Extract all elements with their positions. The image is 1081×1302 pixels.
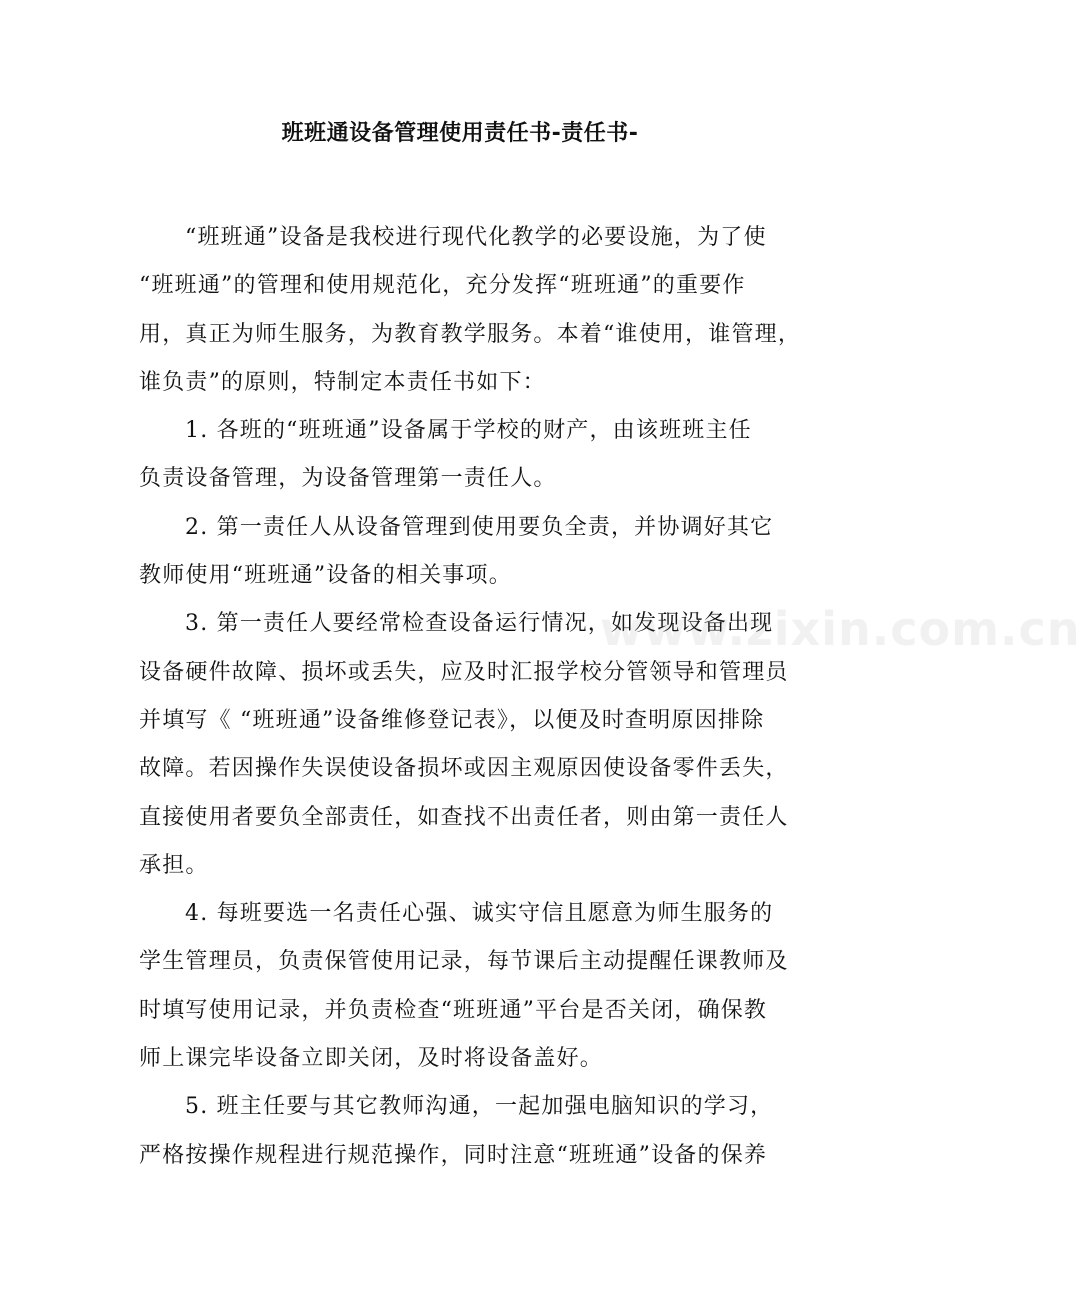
- body-line: 负责设备管理，为设备管理第一责任人。: [139, 466, 557, 492]
- document-body: [139, 214, 802, 1180]
- body-line: “班班通”设备是我校进行现代化教学的必要设施，为了使: [185, 225, 767, 250]
- body-line: 用，真正为师生服务，为教育教学服务。本着“谁使用，谁管理，: [139, 321, 802, 347]
- body-line: 4. 每班要选一名责任心强、诚实守信且愿意为师生服务的: [185, 901, 774, 927]
- body-line: 直接使用者要负全部责任，如查找不出责任者，则由第一责任人: [139, 804, 789, 830]
- watermark: www.zixin.com.cn: [600, 602, 1081, 656]
- body-line: 教师使用“班班通”设备的相关事项。: [139, 563, 512, 589]
- body-line: 时填写使用记录，并负责检查“班班通”平台是否关闭，确保教: [139, 997, 768, 1023]
- body-line: 学生管理员，负责保管使用记录，每节课后主动提醒任课教师及: [139, 949, 789, 975]
- body-line: 严格按操作规程进行规范操作，同时注意“班班通”设备的保养: [139, 1142, 768, 1168]
- document-title: 班班通设备管理使用责任书-责任书-: [281, 121, 639, 146]
- body-line: 故障。若因操作失误使设备损坏或因主观原因使设备零件丢失，: [139, 756, 789, 782]
- body-line: 1. 各班的“班班通”设备属于学校的财产，由该班班主任: [185, 418, 752, 444]
- body-line: 谁负责”的原则，特制定本责任书如下：: [139, 369, 546, 395]
- body-line: 3. 第一责任人要经常检查设备运行情况，如发现设备出现: [185, 611, 774, 637]
- body-line: 承担。: [139, 852, 209, 878]
- body-line: 5. 班主任要与其它教师沟通，一起加强电脑知识的学习，: [185, 1094, 774, 1120]
- body-line: 设备硬件故障、损坏或丢失，应及时汇报学校分管领导和管理员: [139, 659, 789, 685]
- body-line: 并填写《 “班班通”设备维修登记表》，以便及时查明原因排除: [139, 707, 765, 733]
- body-line: 师上课完毕设备立即关闭，及时将设备盖好。: [139, 1046, 604, 1072]
- body-line: “班班通”的管理和使用规范化，充分发挥“班班通”的重要作: [139, 273, 746, 299]
- body-line: 2. 第一责任人从设备管理到使用要负全责，并协调好其它: [185, 514, 774, 540]
